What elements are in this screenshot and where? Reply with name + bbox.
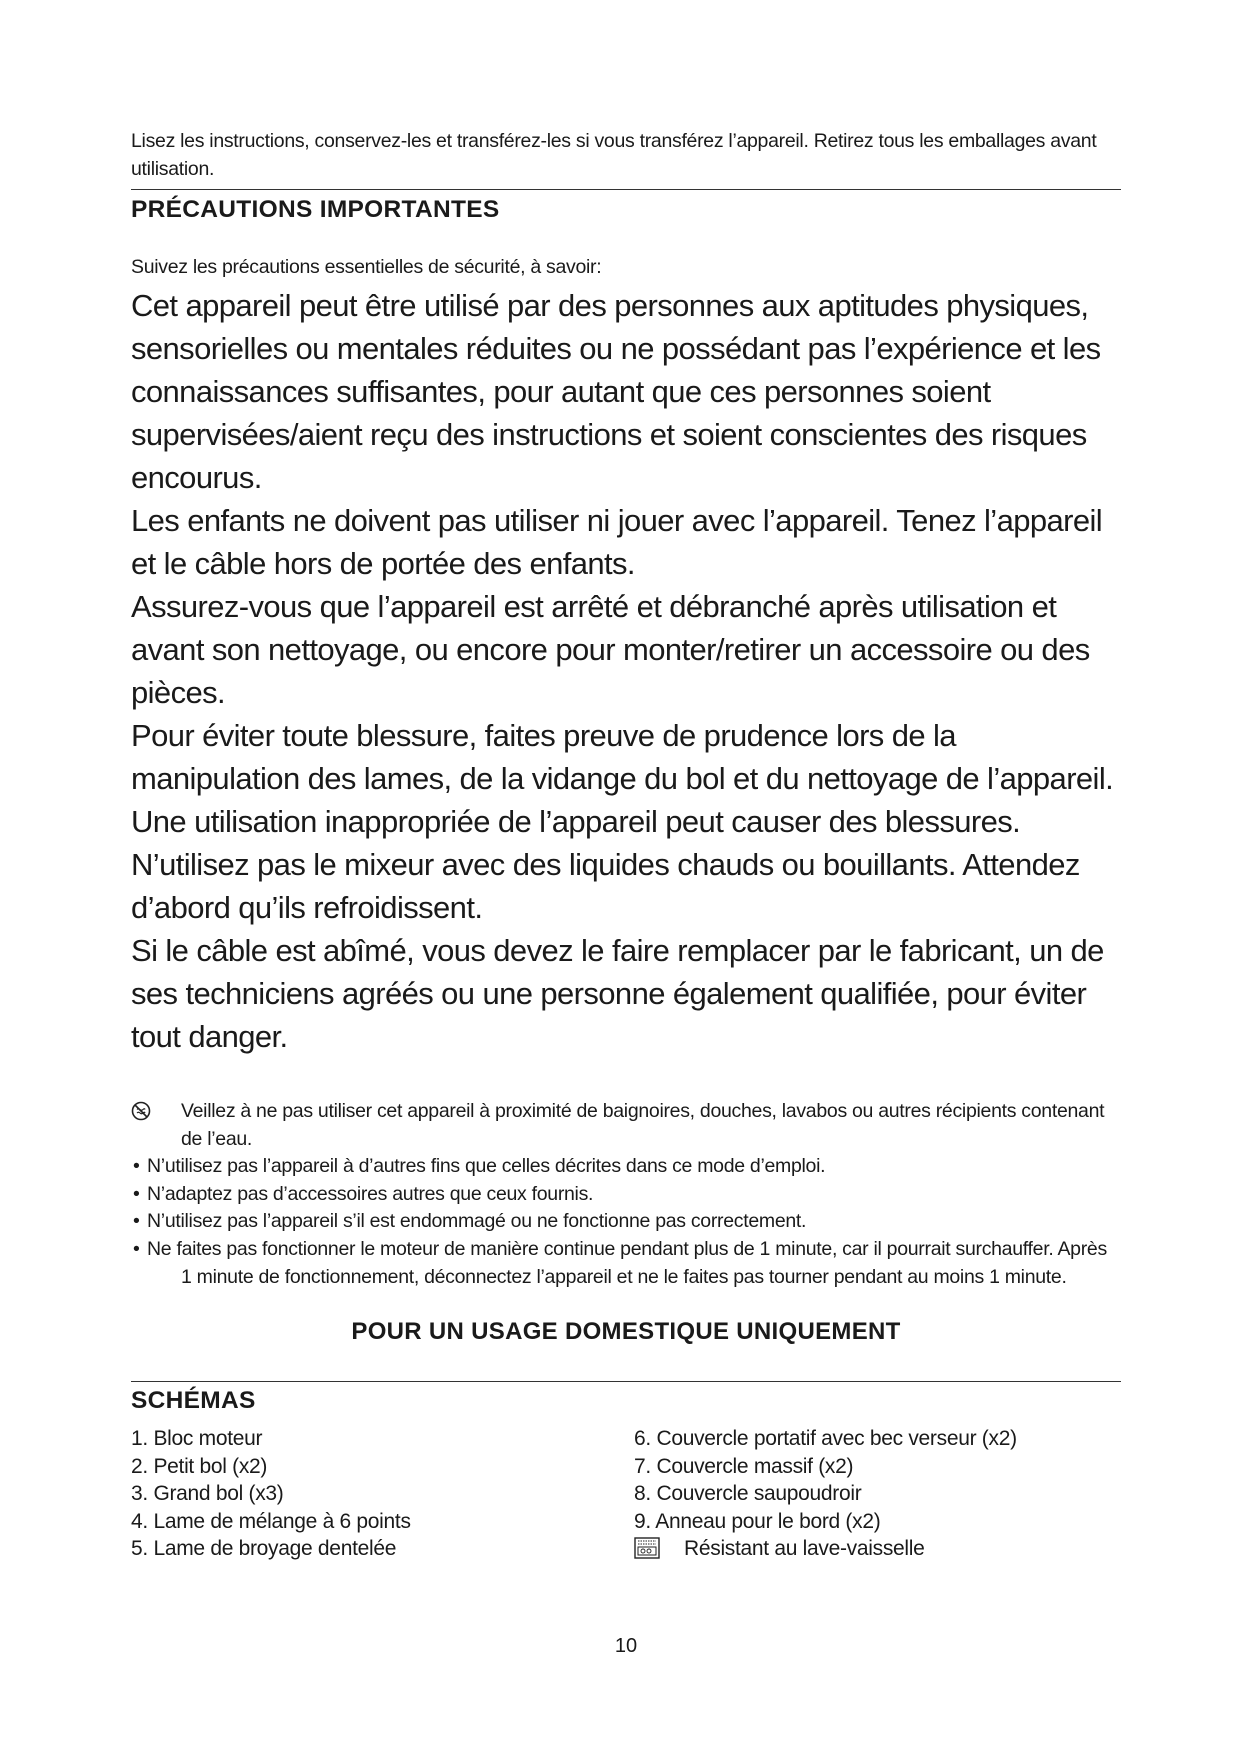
parts-list-left [131, 1425, 411, 1563]
warning-paragraph: Assurez-vous que l’appareil est arrêté et débranché après utilisation et avant son nettoyage, ou encore pour monter/retirer un accessoire ou des pièces. [131, 589, 1090, 710]
list-item: 5. Lame de broyage dentelée [131, 1537, 397, 1561]
bullet-icon: • [133, 1155, 140, 1178]
warning-paragraph: N’utilisez pas le mixeur avec des liquides chauds ou bouillants. Attendez d’abord qu’ils refroidissent. [131, 847, 1080, 925]
large-warnings [131, 284, 1131, 1058]
warning-paragraph: Une utilisation inappropriée de l’appareil peut causer des blessures. [131, 804, 1021, 839]
list-item [131, 1208, 1121, 1236]
list-item-text: N’utilisez pas l’appareil s’il est endommagé ou ne fonctionne pas correctement. [147, 1210, 807, 1233]
parts-list-right [634, 1425, 1017, 1563]
divider [131, 1381, 1121, 1382]
dishwasher-icon [634, 1537, 660, 1559]
precautions-heading: PRÉCAUTIONS IMPORTANTES [131, 196, 500, 223]
list-item: 6. Couvercle portatif avec bec verseur (x2) [634, 1427, 1017, 1450]
list-item: 7. Couvercle massif (x2) [634, 1454, 854, 1478]
list-item [131, 1181, 1121, 1209]
list-item: 1. Bloc moteur [131, 1427, 263, 1450]
list-item: 8. Couvercle saupoudroir [634, 1482, 862, 1506]
warning-paragraph: Les enfants ne doivent pas utiliser ni jouer avec l’appareil. Tenez l’appareil et le câble hors de portée des enfants. [131, 503, 1103, 581]
small-warnings [131, 1098, 1121, 1291]
page-number: 10 [614, 1635, 638, 1657]
warning-paragraph: Si le câble est abîmé, vous devez le faire remplacer par le fabricant, un de ses techniciens agréés ou une personne également qualifiée, pour éviter tout danger. [131, 933, 1104, 1054]
bullet-icon: • [133, 1210, 140, 1233]
list-item: 4. Lame de mélange à 6 points [131, 1509, 411, 1533]
list-item-text: Ne faites pas fonctionner le moteur de manière continue pendant plus de 1 minute, car il pourrait surchauffer. Après 1 minute de fonctionnement, déconnectez l’appareil et ne le faites pas tourner pendant au moins 1 minute. [147, 1237, 1107, 1288]
warning-paragraph: Cet appareil peut être utilisé par des personnes aux aptitudes physiques, sensorielles ou mentales réduites ou ne possédant pas l’expérience et les connaissances suffisantes, pour autant que ces personnes soient supervisées/aient reçu des instructions et soient conscientes des risques encourus. [131, 288, 1101, 495]
list-item-text: N’adaptez pas d’accessoires autres que ceux fournis. [147, 1182, 594, 1205]
list-item: 2. Petit bol (x2) [131, 1454, 268, 1478]
manual-page [131, 0, 1121, 1754]
bullet-icon: • [133, 1237, 140, 1260]
divider [131, 189, 1121, 190]
dishwasher-row [634, 1535, 1017, 1563]
schemas-heading: SCHÉMAS [131, 1387, 256, 1414]
list-item [131, 1236, 1121, 1291]
list-item: 3. Grand bol (x3) [131, 1482, 284, 1506]
water-warning [131, 1098, 1121, 1153]
precautions-subheading: Suivez les précautions essentielles de sécurité, à savoir: [131, 256, 602, 278]
intro-text: Lisez les instructions, conservez-les et transférez-les si vous transférez l’appareil. Retirez tous les emballages avant utilisation. [131, 130, 1097, 180]
bullet-icon: • [133, 1182, 140, 1205]
water-warning-text: Veillez à ne pas utiliser cet appareil à proximité de baignoires, douches, lavabos ou autres récipients contenant de l’eau. [181, 1100, 1105, 1150]
no-water-icon [131, 1098, 181, 1121]
list-item [131, 1153, 1121, 1181]
list-item: 9. Anneau pour le bord (x2) [634, 1509, 881, 1533]
domestic-use-notice: POUR UN USAGE DOMESTIQUE UNIQUEMENT [351, 1318, 901, 1345]
warning-paragraph: Pour éviter toute blessure, faites preuve de prudence lors de la manipulation des lames, de la vidange du bol et du nettoyage de l’appareil. [131, 718, 1114, 796]
dishwasher-text: Résistant au lave-vaisselle [684, 1537, 925, 1561]
list-item-text: N’utilisez pas l’appareil à d’autres fins que celles décrites dans ce mode d’emploi. [147, 1155, 826, 1178]
